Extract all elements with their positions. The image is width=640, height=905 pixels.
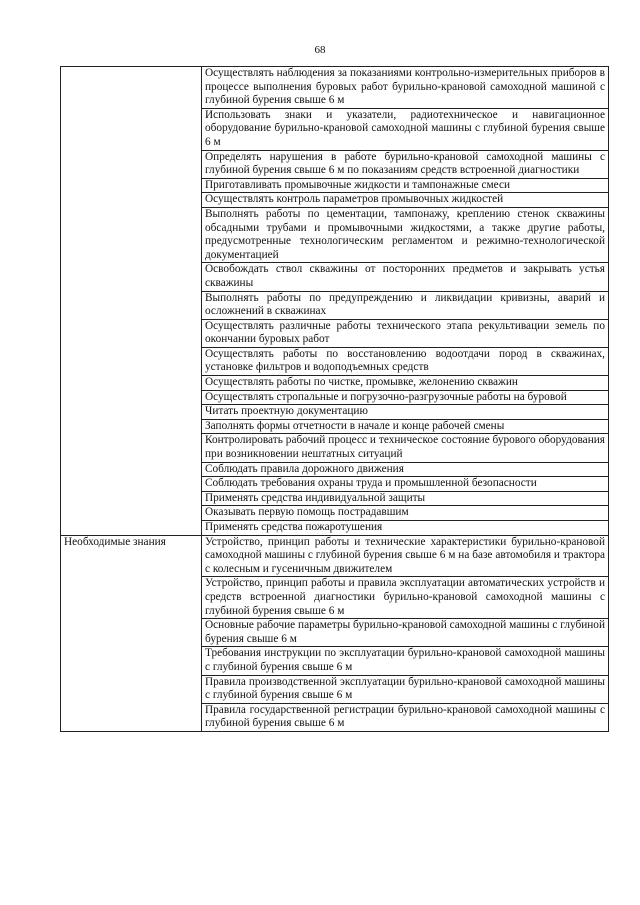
requirement-item: Устройство, принцип работы и правила эксплуатации автоматических устройств и средств встроенной диагностики бурильно-крановой самоходной машины с глубиной бурения свыше 6 м bbox=[202, 577, 609, 619]
requirement-item: Применять средства пожаротушения bbox=[202, 521, 609, 536]
requirement-item: Осуществлять работы по чистке, промывке, желонению скважин bbox=[202, 376, 609, 391]
requirements-table bbox=[60, 66, 609, 732]
requirement-item: Осуществлять работы по восстановлению водоотдачи пород в скважинах, установке фильтров и водоподъемных средств bbox=[202, 347, 609, 375]
requirement-item: Контролировать рабочий процесс и техническое состояние бурового оборудования при возникновении нештатных ситуаций bbox=[202, 434, 609, 462]
requirement-item: Осуществлять стропальные и погрузочно-разгрузочные работы на буровой bbox=[202, 390, 609, 405]
requirement-item: Устройство, принцип работы и технические характеристики бурильно-крановой самоходной машины с глубиной бурения свыше 6 м на базе автомобиля и трактора с колесным и гусеничным движителем bbox=[202, 535, 609, 577]
table-row bbox=[61, 535, 609, 577]
section-label-cell bbox=[61, 67, 202, 536]
requirement-item: Приготавливать промывочные жидкости и тампонажные смеси bbox=[202, 178, 609, 193]
requirement-item: Соблюдать требования охраны труда и промышленной безопасности bbox=[202, 477, 609, 492]
requirement-item: Соблюдать правила дорожного движения bbox=[202, 462, 609, 477]
section-label-cell: Необходимые знания bbox=[61, 535, 202, 731]
requirement-item: Использовать знаки и указатели, радиотехническое и навигационное оборудование бурильно-крановой самоходной машины с глубиной бурения свыше 6 м bbox=[202, 108, 609, 150]
requirement-item: Заполнять формы отчетности в начале и конце рабочей смены bbox=[202, 419, 609, 434]
requirement-item: Освобождать ствол скважины от посторонних предметов и закрывать устья скважины bbox=[202, 263, 609, 291]
requirements-table-body bbox=[61, 67, 609, 732]
requirement-item: Осуществлять различные работы технического этапа рекультивации земель по окончании буровых работ bbox=[202, 319, 609, 347]
requirement-item: Определять нарушения в работе бурильно-крановой самоходной машины с глубиной бурения свыше 6 м по показаниям средств встроенной диагностики bbox=[202, 150, 609, 178]
requirement-item: Оказывать первую помощь пострадавшим bbox=[202, 506, 609, 521]
table-row bbox=[61, 67, 609, 109]
requirement-item: Выполнять работы по цементации, тампонажу, креплению стенок скважины обсадными трубами и промывочными жидкостями, а также другие работы, предусмотренные технологическим регламентом и режимно-технологической документацией bbox=[202, 207, 609, 262]
requirement-item: Осуществлять контроль параметров промывочных жидкостей bbox=[202, 193, 609, 208]
requirement-item: Правила производственной эксплуатации бурильно-крановой самоходной машины с глубиной бурения свыше 6 м bbox=[202, 675, 609, 703]
requirement-item: Требования инструкции по эксплуатации бурильно-крановой самоходной машины с глубиной бурения свыше 6 м bbox=[202, 647, 609, 675]
requirement-item: Осуществлять наблюдения за показаниями контрольно-измерительных приборов в процессе выполнения буровых работ бурильно-крановой самоходной машиной с глубиной бурения свыше 6 м bbox=[202, 67, 609, 109]
requirement-item: Читать проектную документацию bbox=[202, 405, 609, 420]
page-number: 68 bbox=[314, 44, 326, 56]
requirement-item: Применять средства индивидуальной защиты bbox=[202, 491, 609, 506]
requirement-item: Выполнять работы по предупреждению и ликвидации кривизны, аварий и осложнений в скважинах bbox=[202, 291, 609, 319]
requirement-item: Основные рабочие параметры бурильно-крановой самоходной машины с глубиной бурения свыше 6 м bbox=[202, 619, 609, 647]
requirement-item: Правила государственной регистрации бурильно-крановой самоходной машины с глубиной бурения свыше 6 м bbox=[202, 703, 609, 731]
